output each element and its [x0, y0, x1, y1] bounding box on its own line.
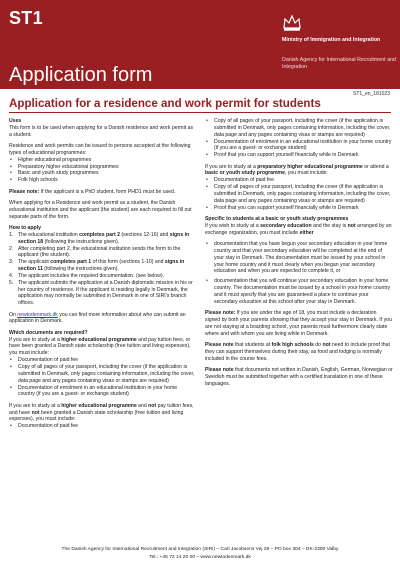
uses-heading: Uses [9, 118, 22, 124]
list-item: • documentation that you have begun your secondary education in your home country and that your secondary education will be completed at the end of your stay in Denmark. The documentation must be issued by your school in your home country and it must clearly when you began your secondary education and when you are expected to complete it, or [205, 241, 393, 275]
nofee-intro: If you are to study at a higher educational programme and not pay tuition fees, and have not been granted a Danish state scholarship (free tuition and living expenses), you must include: [9, 402, 194, 423]
under18-note: Please note: If you are under the age of 18, you must include a declaration signed by both your parents showing that they accept your stay in Denmark. If you are not staying at a boarding school, your parents must furthermore clearly state where and with whom you are living while in Denmark. [205, 310, 392, 337]
step-item: 4. The applicant includes the required documentation. (see below). [9, 272, 165, 279]
info-text: On newtodenmark.dk you can find more information about who can submit an application in Denmark. [9, 311, 186, 325]
how-to-apply-heading: How to apply [9, 224, 41, 231]
footer-address: The Danish Agency for International Recruitment and Integration (SIRI) – Carl Jacobsens Vej 39 – PO box 304 – DK-2300 Valby [61, 547, 339, 552]
ministry-name: Ministry of Immigration and Integration [282, 37, 381, 43]
left-column [9, 118, 195, 435]
list-item: • Documentation of enrolment in an educational institution in your home country (if you are a guest- or exchange student) [205, 139, 393, 153]
secondary-intro: If you wish to study at a secondary education and the stay is not arranged by an exchange organization, you must include either [205, 222, 392, 236]
footer-contact: Tel.: +45 72 14 20 00 – www.newtodenmark.dk [149, 554, 251, 560]
preparatory-intro: If you are to study at a preparatory higher educational programme or attend a basic or youth study programme, you must include: [205, 163, 389, 177]
list-item: • Documentation of paid fee [205, 177, 393, 184]
list-item: • Proof that you can support yourself financially while in Denmark [205, 152, 393, 159]
step-item: 3. The applicant completes part 1 of this form (sections 1-10) and signs in section 11 (following the instructions given). [9, 259, 185, 273]
preparatory-docs-list [205, 177, 393, 211]
list-item: • documentation that you will continue your secondary education in your home country. The documentation must be issued by a school in your home country and it must specify that you are guaranteed a place to continue your secondary education at this school after your stay in Denmark. [205, 278, 393, 305]
newtodenmark-link[interactable]: newtodenmark.dk [17, 311, 58, 318]
list-item: • Basic and youth study programmes [9, 170, 195, 177]
list-item: • Proof that you can support yourself financially while in Denmark [205, 205, 393, 212]
list-item: • Folk high schools [9, 177, 195, 184]
applying-text: When applying for a Residence and work permit as a student, the Danish educational institution and the applicant (the student) are each required to fill out separate parts of the form. [9, 199, 192, 220]
programmes-list [9, 157, 195, 184]
steps-list [9, 232, 195, 307]
footer [0, 546, 400, 561]
nofee-docs-list [9, 423, 195, 430]
documents-heading: Which documents are required? [9, 329, 88, 336]
higher-intro: If you are to study at a higher educational programme and pay tuition fees, or have been granted a Danish state scholarship (free tuition and living expenses), you must include: [9, 336, 191, 357]
list-item: • Higher educational programmes [9, 157, 195, 164]
language-note: Please note that documents not written in Danish, English, German, Norwegian or Swedish must be submitted together with a certified translation in one of these languages. [205, 367, 393, 387]
phd-note: Please note: If the applicant is a PhD student, form PHD1 must be used. [9, 188, 176, 195]
document-id: ST1_en_181023 [353, 91, 390, 97]
higher-docs-list [9, 357, 195, 398]
step-item: 5. The applicant submits the application at a Danish diplomatic mission in his or her country of residence. If the applicant is residing legally in Denmark, the application may normally be submitted in Denmark in one of SIRI's branch offices. [9, 279, 193, 307]
right-column [205, 118, 393, 392]
list-item: • Copy of all pages of your passport, including the cover (if the application is submitted in Denmark, only pages containing information, including the cover, data page and any pages containing visas or stamps are required) [9, 364, 195, 385]
step-item: 1. The educational institution completes part 2 (sections 12-16) and signs in section 18 (following the instructions given). [9, 231, 190, 245]
form-code: ST1 [9, 8, 43, 28]
specific-heading: Specific to students at a basic or youth study programmes [205, 215, 349, 222]
uses-text: This form is to be used when applying for a Danish residence and work permit as a student. [9, 124, 194, 138]
secondary-docs-list [205, 241, 393, 306]
page-title: Application for a residence and work permit for students [9, 97, 321, 110]
programmes-intro: Residence and work permits can be issued to persons accepted at the following types of educational programmes: [9, 143, 191, 156]
list-item: • Documentation of paid fee [9, 423, 195, 430]
step-item: 2. After completing part 2, the educational institution sends the form to the applicant (the student). [9, 245, 181, 259]
list-item: • Documentation of enrolment in an educational institution in your home country (if you are a guest- or exchange student) [9, 385, 195, 399]
title-divider [9, 112, 391, 113]
list-item: • Copy of all pages of your passport, including the cover (if the application is submitted in Denmark, only pages containing information, including the cover, data page and any pages containing visas or stamps are required) [205, 184, 393, 205]
continued-docs-list [205, 118, 393, 159]
list-item: • Documentation of paid fee [9, 357, 195, 364]
folk-high-school-note: Please note that students at folk high schools do not need to include proof that they can support themselves during their stay, as food and lodging is normally included in the course fees. [205, 341, 390, 362]
crown-icon [282, 14, 302, 32]
form-name: Application form [9, 64, 153, 86]
list-item: • Copy of all pages of your passport, including the cover (if the application is submitted in Denmark, only pages containing information, including the cover, data page and any pages containing visas or stamps are required) [205, 118, 393, 139]
agency-name: Danish Agency for International Recruitment and Integration [282, 57, 396, 70]
list-item: • Preparatory higher educational programmes [9, 164, 195, 171]
